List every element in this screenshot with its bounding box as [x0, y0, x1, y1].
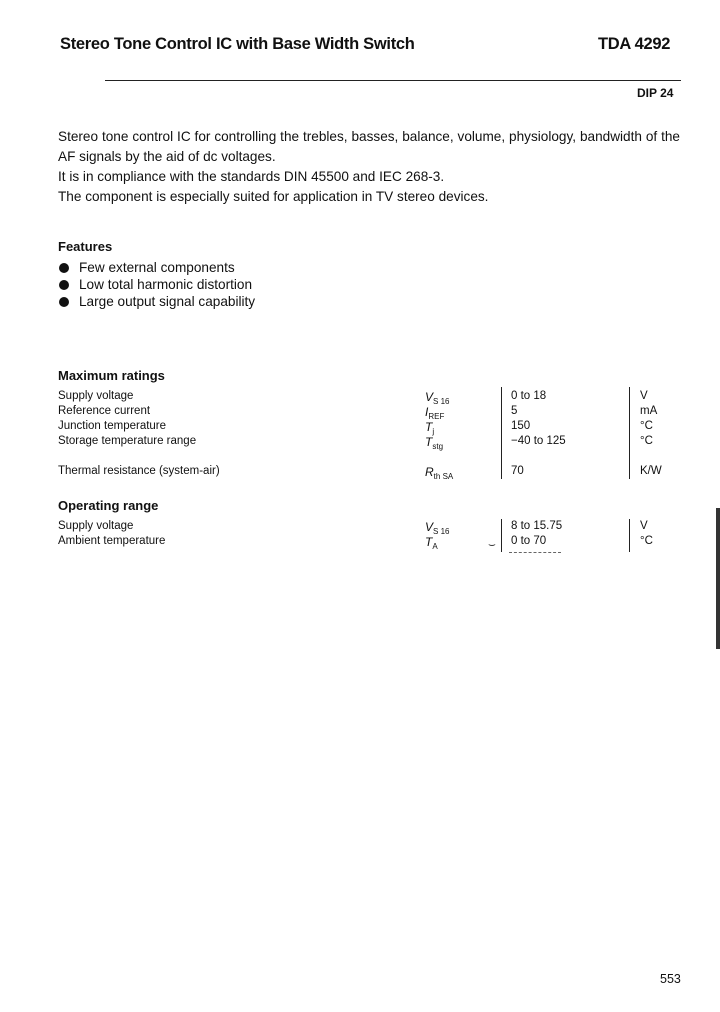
param-symbol: $T_{stg}$ — [425, 435, 444, 451]
features-heading: Features — [58, 239, 113, 254]
column-divider — [501, 519, 502, 552]
table-row — [0, 535, 720, 550]
feature-text: Low total harmonic distortion — [79, 277, 253, 292]
param-value: 0 to 70 — [511, 535, 547, 547]
feature-text: Few external components — [79, 260, 235, 275]
feature-item — [58, 276, 255, 293]
feature-item — [58, 259, 255, 276]
package-label: DIP 24 — [637, 86, 674, 100]
table-row — [0, 435, 720, 450]
param-name: Reference current — [58, 405, 151, 417]
bullet-icon — [59, 280, 69, 290]
scan-underline — [509, 552, 561, 553]
features-list — [58, 259, 255, 310]
param-unit: V — [640, 390, 648, 402]
intro-paragraph-3: The component is especially suited for application in TV stereo devices. — [58, 189, 489, 204]
param-name: Supply voltage — [58, 390, 134, 402]
param-name: Junction temperature — [58, 420, 167, 432]
param-symbol: $I_{REF}$ — [425, 405, 445, 421]
param-symbol: $R_{th SA}$ — [425, 465, 454, 481]
header-rule — [105, 80, 681, 81]
table-row — [0, 405, 720, 420]
table-row — [0, 465, 720, 480]
param-name: Ambient temperature — [58, 535, 166, 547]
bullet-icon — [59, 263, 69, 273]
page-number: 553 — [660, 972, 681, 986]
param-symbol: $T_j$ — [425, 420, 435, 436]
param-unit: V — [640, 520, 648, 532]
bullet-icon — [59, 297, 69, 307]
operating-range-heading: Operating range — [58, 498, 159, 513]
param-unit: K/W — [640, 465, 662, 477]
param-name: Storage temperature range — [58, 435, 197, 447]
param-name: Thermal resistance (system-air) — [58, 465, 220, 477]
param-value: 5 — [511, 405, 518, 417]
intro-text — [58, 127, 680, 207]
margin-bar — [716, 508, 720, 649]
scan-mark-icon: ⌣ — [488, 537, 496, 551]
param-unit: °C — [640, 535, 653, 547]
param-value: 0 to 18 — [511, 390, 547, 402]
max-ratings-heading: Maximum ratings — [58, 368, 165, 383]
param-symbol: $T_A$ — [425, 535, 438, 551]
intro-paragraph-1: Stereo tone control IC for controlling the trebles, basses, balance, volume, physiology, bandwidth of the AF signals by the aid of dc voltages. — [58, 129, 680, 164]
table-row — [0, 420, 720, 435]
param-value: 8 to 15.75 — [511, 520, 563, 532]
column-divider — [629, 387, 630, 479]
param-unit: °C — [640, 420, 653, 432]
column-divider — [629, 519, 630, 552]
param-name: Supply voltage — [58, 520, 134, 532]
column-divider — [501, 387, 502, 479]
param-value: −40 to 125 — [511, 435, 566, 447]
document-title: Stereo Tone Control IC with Base Width Switch — [60, 35, 415, 53]
table-row — [0, 520, 720, 535]
feature-item — [58, 293, 255, 310]
param-unit: mA — [640, 405, 658, 417]
param-value: 150 — [511, 420, 531, 432]
param-value: 70 — [511, 465, 524, 477]
param-unit: °C — [640, 435, 653, 447]
param-symbol: $V_{S 16}$ — [425, 390, 450, 406]
table-row — [0, 390, 720, 405]
intro-paragraph-2: It is in compliance with the standards DIN 45500 and IEC 268-3. — [58, 169, 445, 184]
part-number: TDA 4292 — [598, 35, 671, 53]
param-symbol: $V_{S 16}$ — [425, 520, 450, 536]
feature-text: Large output signal capability — [79, 294, 256, 309]
